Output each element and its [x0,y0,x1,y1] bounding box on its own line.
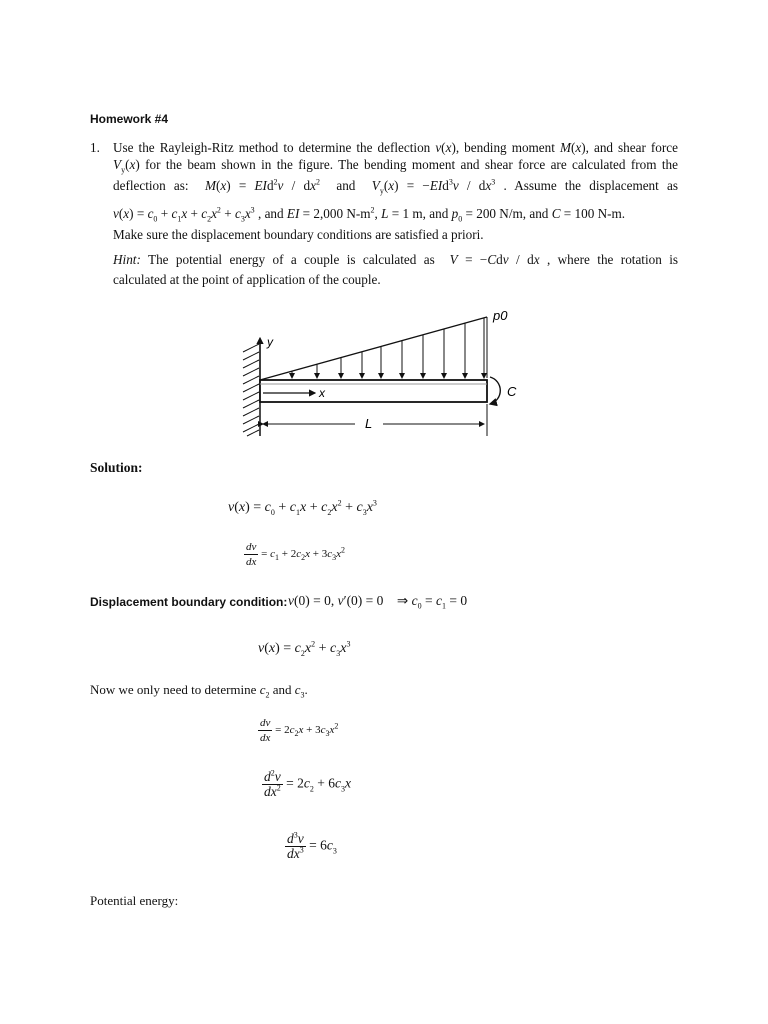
bc-equation: v(0) = 0, v′(0) = 0 ⇒ $c_0 = c_1 = 0$ [288,593,468,611]
solution-heading: Solution: [90,460,143,475]
equation-d3vdx3: $\frac{d^3v}{dx^3}$ = $6c_3$ [287,830,337,861]
length-dimension [263,404,487,436]
equation-v-reduced: $v(x) = c_2x^2 + c_3x^3$ [258,639,351,658]
problem-number: 1. [90,140,100,155]
equation-dvdx: $\frac{dv}{dx}$ = $c_1 + 2c_2x + 3c_3x^2$ [246,541,345,568]
hint-line-2: calculated at the point of application of the couple. [113,272,381,287]
couple-label: C [507,384,517,399]
beam-figure [235,300,535,445]
equation-dvdx-reduced: $\frac{dv}{dx}$ = $2c_2x + 3c_3x^2$ [260,717,339,744]
now-text: Now we only need to determine $c_2$ and $c_3$. [90,682,308,700]
problem-line-4: $v(x) = c_0 + c_1x + c_2x^2 + c_3x^3$ , and EI = 2,000 $N-m^2$, L = 1 m, and $p_0 = 200$ N/m, and C = 100 N-m. [113,205,626,224]
equation-v: $v(x) = c_0 + c_1x + c_2x^2 + c_3x^3$ [228,498,377,517]
equation-d2vdx2: $\frac{d^2v}{dx^2}$ = $2c_2 + 6c_3x$ [264,768,351,799]
length-label: L [365,416,373,431]
y-axis-label: y [267,335,273,349]
bc-label: Displacement boundary condition: [90,595,288,609]
problem-line-3: deflection as: $M(x) = EId^2v / dx^2$ and $V_y(x) = -EId^3v / dx^3$ . Assume the displacement as [113,177,678,196]
beam [260,380,487,402]
couple-arrow [490,377,500,404]
problem-line-1: Use the Rayleigh-Ritz method to determine the deflection v(x), bending moment M(x), and shear force [113,140,678,155]
load-label: p0 [493,308,508,323]
potential-energy-label: Potential energy: [90,893,179,908]
problem-line-2: $V_y(x)$ for the beam shown in the figure. The bending moment and shear force are calculated from the [113,157,678,175]
distributed-load [260,317,487,380]
problem-line-5: Make sure the displacement boundary conditions are satisfied a priori. [113,227,484,242]
fixed-wall [243,344,260,436]
x-axis-label: x [319,386,325,400]
homework-title: Homework #4 [90,112,169,126]
hint-line-1: Hint: The potential energy of a couple is calculated as V = −Cdv / dx , where the rotation is [113,252,679,267]
